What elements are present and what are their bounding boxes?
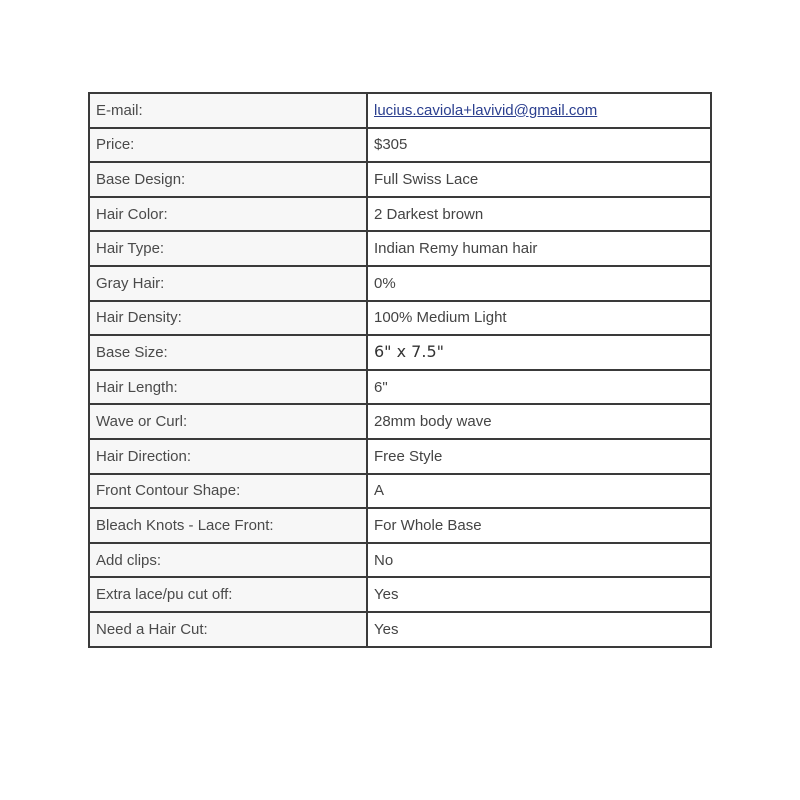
gray-hair-label: Gray Hair:: [89, 266, 367, 301]
hair-cut-label: Need a Hair Cut:: [89, 612, 367, 647]
table-row-hair-density: [89, 301, 711, 336]
order-details-table: [88, 92, 712, 648]
table-row-hair-cut: [89, 612, 711, 647]
hair-color-value: 2 Darkest brown: [367, 197, 711, 232]
base-size-value-cell: [367, 335, 711, 370]
email-value-cell: [367, 93, 711, 128]
bleach-knots-value: For Whole Base: [367, 508, 711, 543]
base-design-value: Full Swiss Lace: [367, 162, 711, 197]
table-row-bleach-knots: [89, 508, 711, 543]
front-contour-shape-value: A: [367, 474, 711, 509]
table-row-extra-lace-cut-off: [89, 577, 711, 612]
wave-or-curl-label: Wave or Curl:: [89, 404, 367, 439]
table-row-add-clips: [89, 543, 711, 578]
hair-type-value: Indian Remy human hair: [367, 231, 711, 266]
wave-or-curl-value: 28mm body wave: [367, 404, 711, 439]
email-label: E-mail:: [89, 93, 367, 128]
base-design-label: Base Design:: [89, 162, 367, 197]
table-row-front-contour-shape: [89, 474, 711, 509]
table-row-hair-direction: [89, 439, 711, 474]
add-clips-label: Add clips:: [89, 543, 367, 578]
table-row-email: [89, 93, 711, 128]
bleach-knots-label: Bleach Knots - Lace Front:: [89, 508, 367, 543]
base-size-value: 6" x 7.5": [374, 342, 444, 362]
table-row-base-design: [89, 162, 711, 197]
table-row-wave-or-curl: [89, 404, 711, 439]
table-row-hair-type: [89, 231, 711, 266]
hair-density-label: Hair Density:: [89, 301, 367, 336]
email-link[interactable]: lucius.caviola+lavivid@gmail.com: [374, 101, 598, 119]
hair-direction-label: Hair Direction:: [89, 439, 367, 474]
hair-length-value: 6": [367, 370, 711, 405]
table-row-gray-hair: [89, 266, 711, 301]
hair-density-value: 100% Medium Light: [367, 301, 711, 336]
extra-lace-cut-off-label: Extra lace/pu cut off:: [89, 577, 367, 612]
table-row-hair-color: [89, 197, 711, 232]
hair-color-label: Hair Color:: [89, 197, 367, 232]
order-details-body: [89, 93, 711, 647]
table-row-price: [89, 128, 711, 163]
table-row-hair-length: [89, 370, 711, 405]
hair-type-label: Hair Type:: [89, 231, 367, 266]
extra-lace-cut-off-value: Yes: [367, 577, 711, 612]
table-row-base-size: [89, 335, 711, 370]
gray-hair-value: 0%: [367, 266, 711, 301]
price-label: Price:: [89, 128, 367, 163]
price-value: $305: [367, 128, 711, 163]
base-size-label: Base Size:: [89, 335, 367, 370]
front-contour-shape-label: Front Contour Shape:: [89, 474, 367, 509]
add-clips-value: No: [367, 543, 711, 578]
hair-cut-value: Yes: [367, 612, 711, 647]
hair-direction-value: Free Style: [367, 439, 711, 474]
hair-length-label: Hair Length:: [89, 370, 367, 405]
